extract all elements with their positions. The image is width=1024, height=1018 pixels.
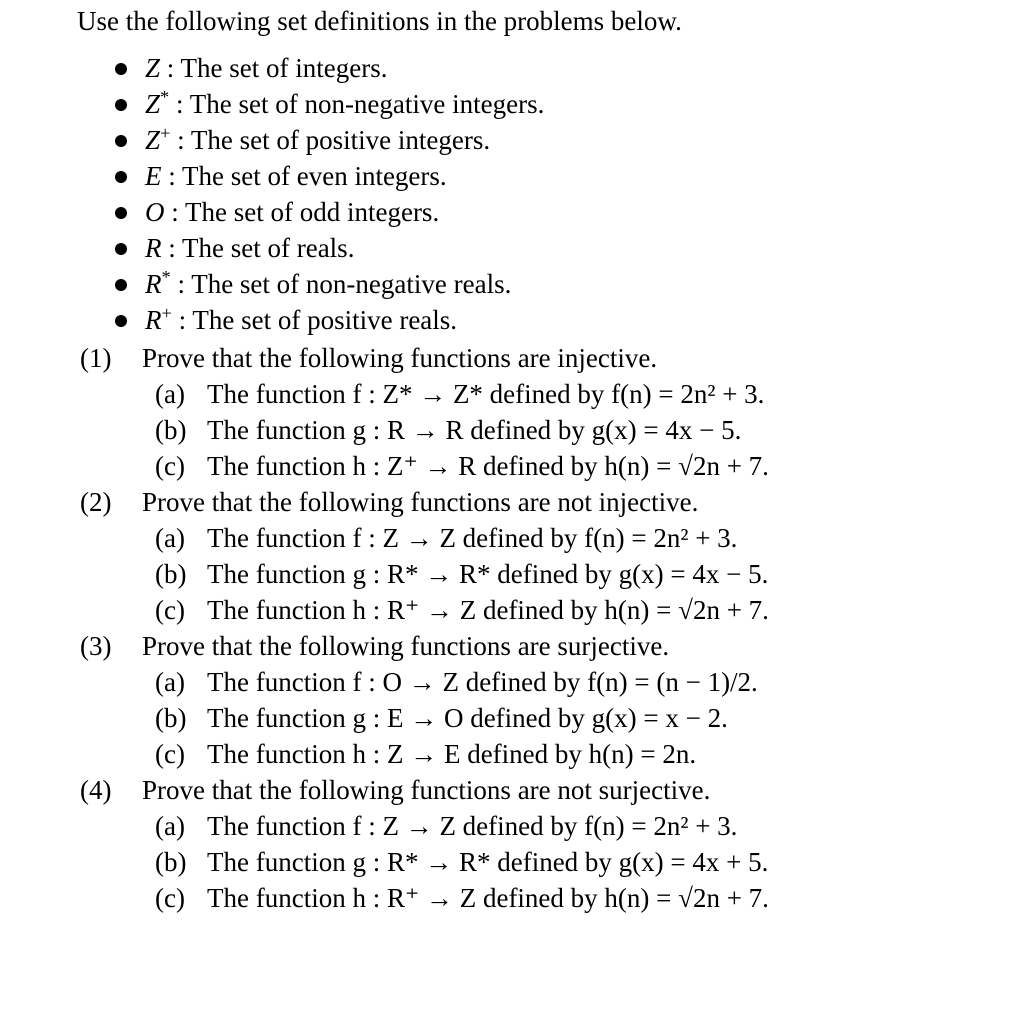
definition-item: [115, 88, 544, 118]
definition-item: [115, 124, 490, 154]
problem-subitem: [155, 597, 769, 624]
subitem-text: The function g : R* → R* defined by g(x) = 4x + 5.: [207, 847, 769, 877]
definition-text: : The set of integers.: [166, 53, 388, 84]
bullet-icon: [115, 243, 127, 255]
set-symbol: R: [145, 305, 162, 336]
problem-subitem: [155, 849, 768, 876]
problem-subitem: [155, 381, 764, 408]
problem-subitem: [155, 669, 758, 696]
definition-text: : The set of even integers.: [168, 161, 447, 192]
subitem-text: The function g : R → R defined by g(x) = 4x − 5.: [207, 415, 742, 445]
bullet-icon: [115, 135, 127, 147]
subitem-label: (c): [155, 451, 185, 481]
set-symbol: R: [145, 269, 162, 300]
subitem-text: The function g : E → O defined by g(x) = x − 2.: [207, 703, 728, 733]
subitem-label: (b): [155, 559, 187, 589]
definition-item: [115, 52, 387, 82]
subitem-label: (c): [155, 739, 185, 769]
definition-item: [115, 232, 354, 262]
definition-text: : The set of positive reals.: [178, 305, 458, 336]
set-symbol: E: [145, 161, 162, 192]
bullet-icon: [115, 171, 127, 183]
subitem-text: The function h : Z → E defined by h(n) = 2n.: [207, 739, 697, 769]
subitem-text: The function h : R⁺ → Z defined by h(n) = √2n + 7.: [207, 883, 769, 913]
subitem-text: The function f : Z → Z defined by f(n) = 2n² + 3.: [207, 523, 738, 553]
subitem-label: (a): [155, 523, 185, 553]
problem-subitem: [155, 525, 737, 552]
subitem-label: (b): [155, 415, 187, 445]
bullet-icon: [115, 99, 127, 111]
subitem-text: The function f : Z* → Z* defined by f(n) = 2n² + 3.: [207, 379, 765, 409]
problem-title: Prove that the following functions are not surjective.: [142, 775, 711, 805]
problem-subitem: [155, 561, 768, 588]
subitem-label: (b): [155, 847, 187, 877]
problem-heading: [80, 489, 698, 516]
bullet-icon: [115, 279, 127, 291]
problem-number: (2): [80, 487, 112, 517]
subitem-label: (b): [155, 703, 187, 733]
definition-item: [115, 160, 447, 190]
definition-item: [115, 268, 511, 298]
set-symbol: Z: [145, 53, 161, 84]
problem-number: (1): [80, 343, 112, 373]
problem-heading: [80, 345, 657, 372]
definition-text: : The set of odd integers.: [171, 197, 440, 228]
set-superscript: *: [160, 87, 170, 107]
problem-subitem: [155, 705, 728, 732]
problem-subitem: [155, 741, 696, 768]
subitem-label: (c): [155, 883, 185, 913]
problem-number: (3): [80, 631, 112, 661]
definition-item: [115, 304, 457, 334]
subitem-label: (a): [155, 811, 185, 841]
subitem-text: The function f : O → Z defined by f(n) = (n − 1)/2.: [207, 667, 758, 697]
definition-item: [115, 196, 439, 226]
problem-title: Prove that the following functions are not injective.: [142, 487, 699, 517]
problem-number: (4): [80, 775, 112, 805]
set-symbol: R: [145, 233, 162, 264]
definition-text: : The set of non-negative reals.: [177, 269, 512, 300]
subitem-text: The function h : R⁺ → Z defined by h(n) = √2n + 7.: [207, 595, 769, 625]
problem-subitem: [155, 813, 737, 840]
definition-text: : The set of positive integers.: [177, 125, 491, 156]
set-superscript: *: [161, 267, 171, 287]
problem-subitem: [155, 453, 769, 480]
subitem-label: (a): [155, 379, 185, 409]
set-symbol: Z: [145, 125, 161, 156]
problem-title: Prove that the following functions are injective.: [142, 343, 658, 373]
bullet-icon: [115, 63, 127, 75]
subitem-text: The function f : Z → Z defined by f(n) = 2n² + 3.: [207, 811, 738, 841]
problem-subitem: [155, 417, 741, 444]
subitem-text: The function g : R* → R* defined by g(x) = 4x − 5.: [207, 559, 769, 589]
subitem-label: (c): [155, 595, 185, 625]
intro-text: Use the following set definitions in the problems below.: [77, 6, 682, 36]
bullet-icon: [115, 315, 127, 327]
subitem-label: (a): [155, 667, 185, 697]
set-superscript: +: [160, 123, 171, 143]
problem-heading: [80, 777, 710, 804]
definition-text: : The set of reals.: [168, 233, 355, 264]
set-symbol: Z: [145, 89, 161, 120]
subitem-text: The function h : Z⁺ → R defined by h(n) = √2n + 7.: [207, 451, 769, 481]
problem-title: Prove that the following functions are surjective.: [142, 631, 670, 661]
set-superscript: +: [161, 303, 172, 323]
problem-subitem: [155, 885, 769, 912]
set-symbol: O: [145, 197, 165, 228]
definition-text: : The set of non-negative integers.: [175, 89, 545, 120]
bullet-icon: [115, 207, 127, 219]
problem-heading: [80, 633, 669, 660]
